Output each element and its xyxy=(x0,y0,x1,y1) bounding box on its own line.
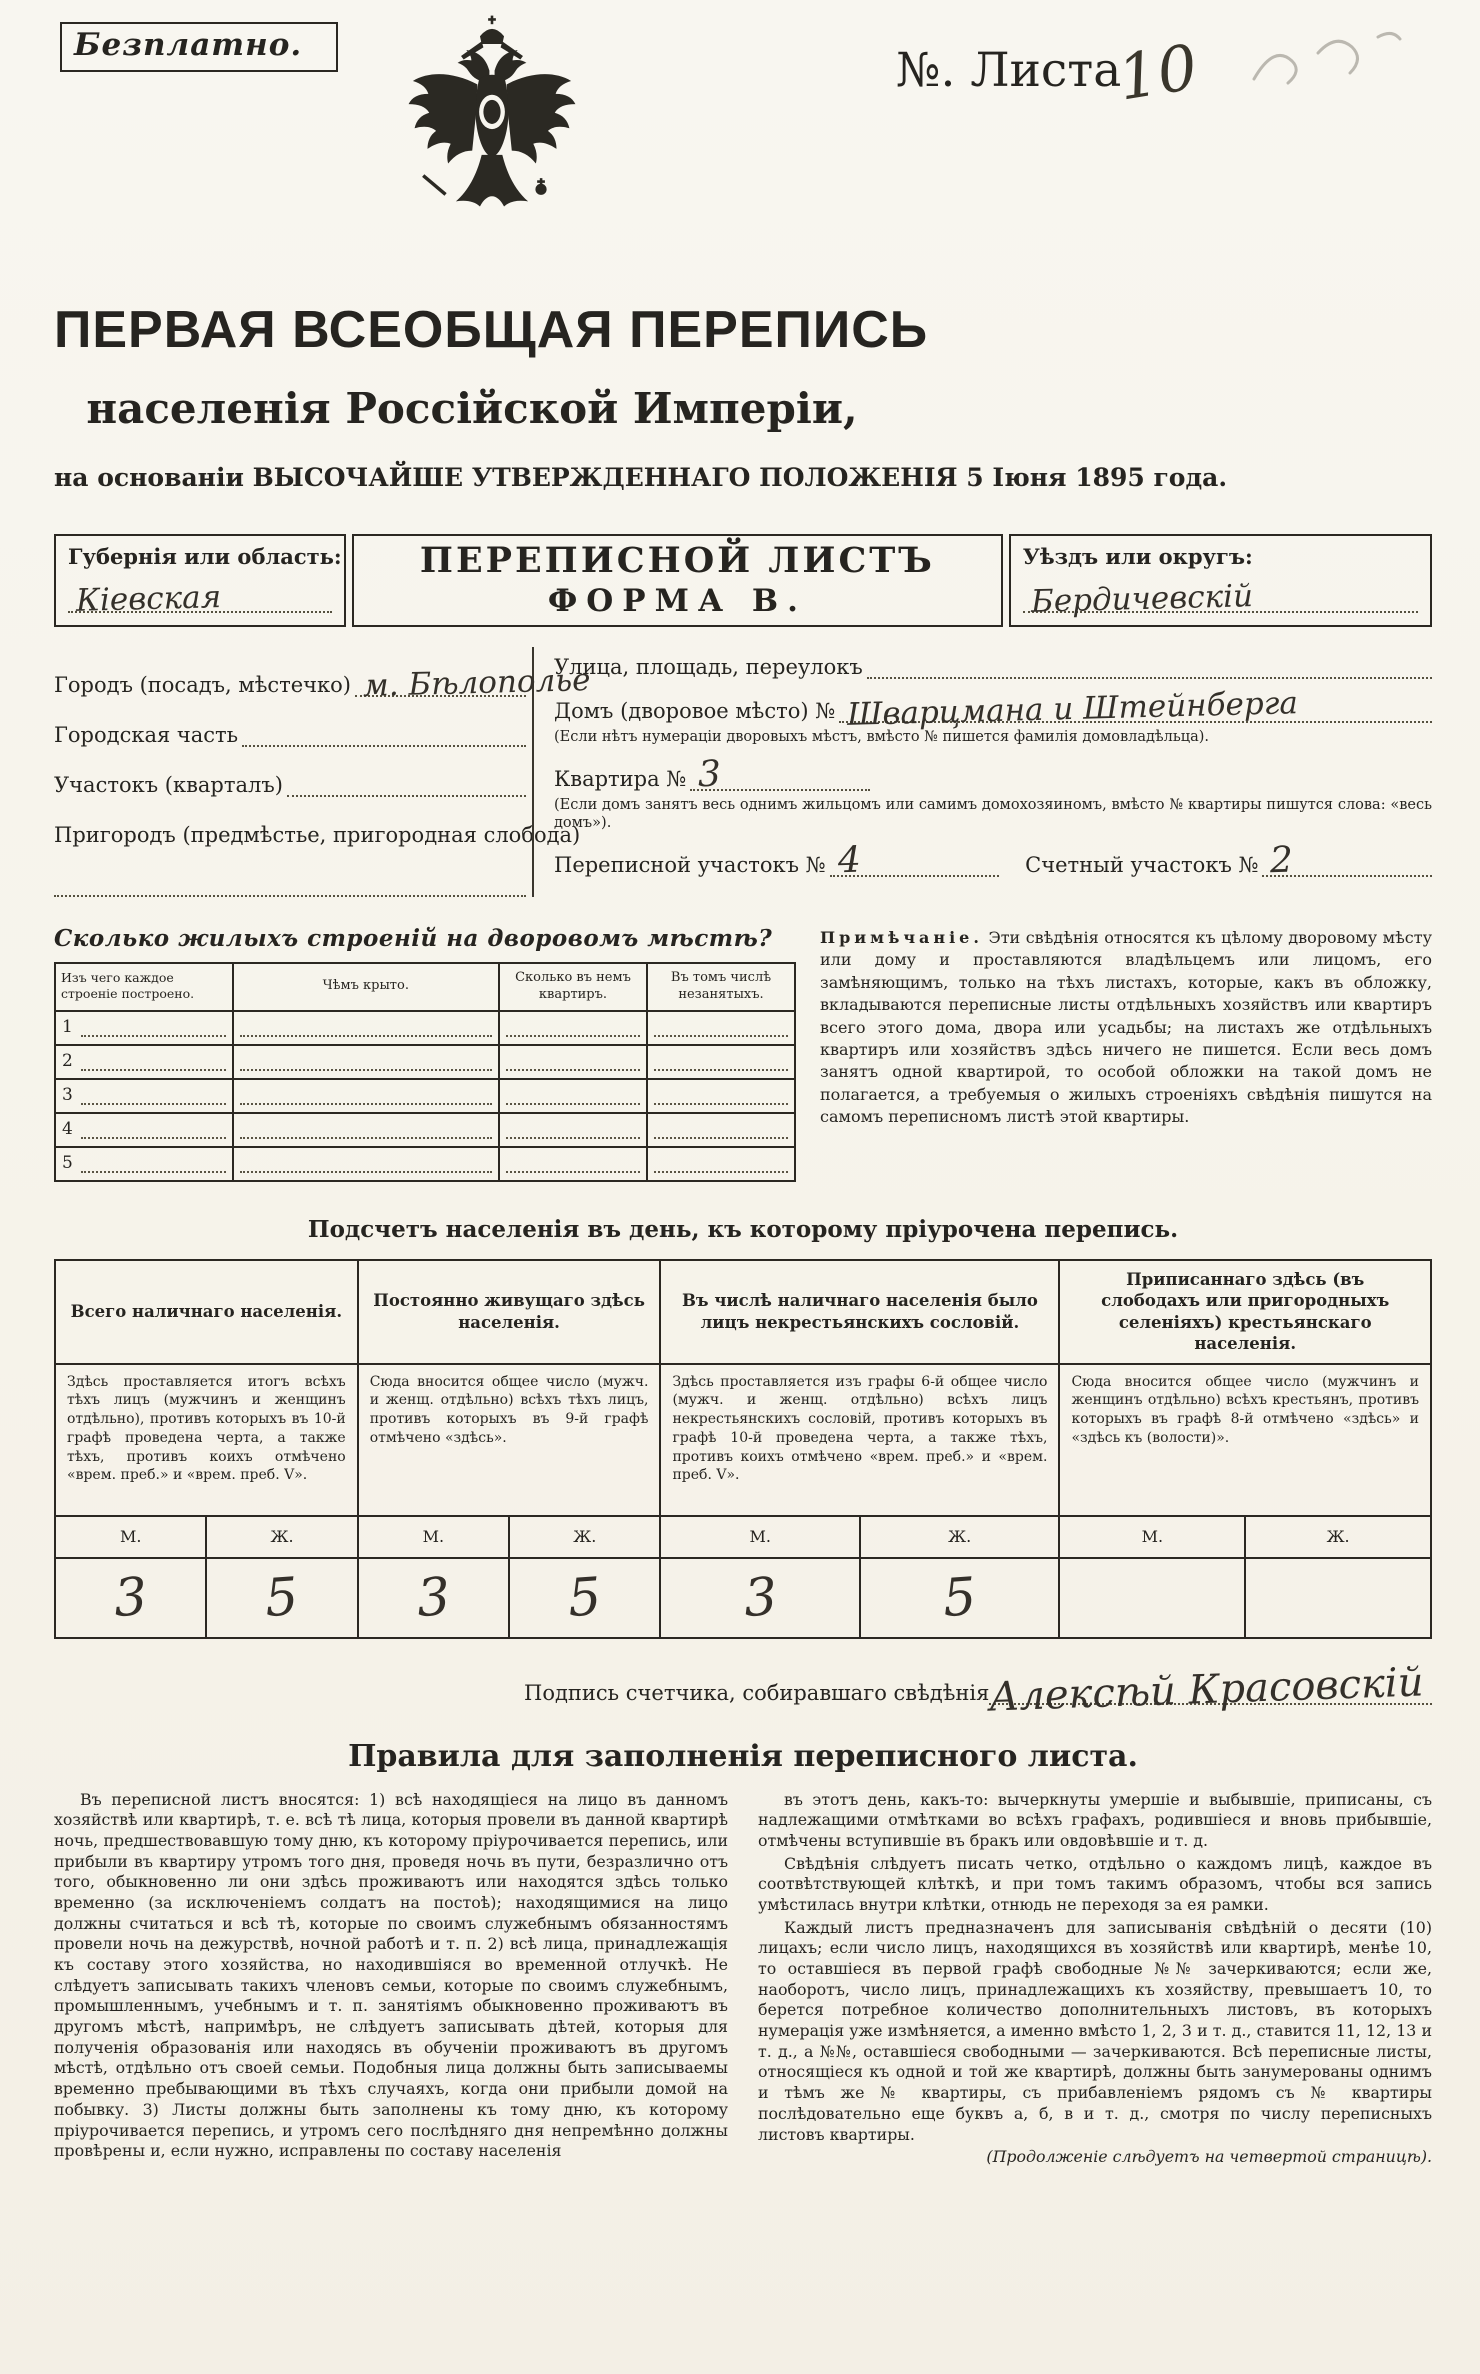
rules-continuation-note: (Продолженіе слѣдуетъ на четвертой страницѣ). xyxy=(986,2147,1432,2167)
write-line xyxy=(240,1125,492,1139)
rules-right-paragraph: въ этотъ день, какъ-то: вычеркнуты умершіе и выбывшіе, приписаны, съ надлежащими отмѣтками во всѣхъ графахъ, родившіеся и вновь прибывшіе, отмѣчены вступившіе въ бракъ или овдовѣвшіе и т. д. xyxy=(758,1789,1432,1850)
rules-section xyxy=(54,1790,1432,2168)
house-write-line xyxy=(839,685,1432,733)
street-label: Улица, площадь, переулокъ xyxy=(554,655,863,679)
apartment-field xyxy=(554,753,1432,795)
note-body: Эти свѣдѣнія относятся къ цѣлому дворовому мѣсту или дому и проставляются владѣльцемъ или лицомъ, его замѣняющимъ, только на тѣхъ листахъ, которые, какъ въ обложку, вкладываются переписные листы отдѣльныхъ хозяйствъ или квартиръ всего этого дома, двора или усадьбы; на листахъ же отдѣльныхъ квартиръ или хозяйствъ здѣсь ничего не пишется. Если весь домъ занятъ одной квартирой, то особой обложки на такой домъ не полагается, а требуемыя о жилыхъ строеніяхъ свѣдѣнія пишутся на самомъ переписномъ листѣ этой квартиры. xyxy=(820,928,1432,1127)
census-precinct-write-line xyxy=(830,839,1000,881)
buildings-col-apartments: Сколько въ немъ квартиръ. xyxy=(499,963,647,1011)
count-precinct-write-line xyxy=(1262,839,1432,881)
count-group-desc: Сюда вносится общее число (мужч. и женщ. отдѣльно) всѣхъ тѣхъ лицъ, противъ которыхъ въ 9-й графѣ отмѣчено «здѣсь». xyxy=(358,1364,661,1516)
province-label: Губернія или область: xyxy=(68,544,342,569)
precincts-field xyxy=(554,839,1432,881)
count-value-male: 3 xyxy=(112,1566,150,1629)
write-line xyxy=(81,1125,226,1139)
write-line xyxy=(506,1023,640,1037)
note-text xyxy=(820,927,1432,1129)
count-values-row xyxy=(55,1558,1431,1638)
address-fields xyxy=(54,647,1432,897)
masthead xyxy=(54,300,1228,492)
count-value-male: 3 xyxy=(741,1566,779,1629)
row-number: 3 xyxy=(62,1084,73,1105)
province-write-line xyxy=(68,569,332,619)
buildings-table xyxy=(54,962,796,1182)
buildings-col-material: Изъ чего каждое строеніе построено. xyxy=(55,963,233,1011)
precinct-write-line xyxy=(287,769,526,797)
city-field xyxy=(54,662,591,704)
city-label: Городъ (посадъ, мѣстечко) xyxy=(54,673,352,697)
street-field xyxy=(554,651,1432,679)
signature-label: Подпись счетчика, собиравшаго свѣдѣнія xyxy=(524,1680,990,1705)
rules-right-paragraph: Свѣдѣнія слѣдуетъ писать четко, отдѣльно о каждомъ лицѣ, каждое въ соотвѣтствующей клѣткѣ, и при томъ такимъ образомъ, чтобы вся запись умѣстилась внутри клѣтки, отнюдь не переходя за ея рамки. xyxy=(758,1853,1432,1914)
row-number: 5 xyxy=(62,1152,73,1173)
form-title-line1: ПЕРЕПИСНОЙ ЛИСТЪ xyxy=(419,540,935,581)
region-header-row xyxy=(54,534,1432,627)
count-value-female: 5 xyxy=(941,1566,979,1629)
write-line xyxy=(240,1091,492,1105)
district-label: Уѣздъ или округъ: xyxy=(1022,544,1253,569)
write-line xyxy=(654,1057,788,1071)
buildings-row xyxy=(55,1011,795,1045)
rules-left-text: Въ переписной листъ вносятся: 1) всѣ находящіеся на лицо въ данномъ хозяйствѣ или квартирѣ, т. е. всѣ тѣ лица, которыя провели въ данной квартирѣ ночь, предшествовавшую тому дню, къ которому пріурочивается перепись, или прибыли въ квартиру утромъ того дня, проведя ночь въ пути, безразлично отъ того, обыкновенно ли они здѣсь проживаютъ или находятся здѣсь только временно (за исключеніемъ солдатъ на постоѣ); находящимися на лицо должны считаться и всѣ тѣ, которые по своимъ служебнымъ обязанностямъ провели ночь на дежурствѣ, ночной работѣ и т. п. 2) всѣ лица, принадлежащія къ составу этого хозяйства, но находившіяся во временной отлучкѣ. Не слѣдуетъ записывать такихъ членовъ семьи, которые по своимъ служебнымъ, промышленнымъ, учебнымъ и т. п. занятіямъ обыкновенно проживаютъ въ другомъ мѣстѣ, напримѣръ, не слѣдуетъ записывать дѣтей, которыя для полученія образованія или находясь въ обученіи проживаютъ въ другомъ мѣстѣ, отдѣльно отъ своей семьи. Подобныя лица должны быть записываемы временно пребывающими въ тѣхъ случаяхъ, когда они прибыли домой на побывку. 3) Листы должны быть заполнены къ тому дню, къ которому пріурочивается перепись, и утромъ сего послѣдняго дня непремѣнно должны провѣрены и, если нужно, исправлены по составу населенія xyxy=(54,1789,728,2161)
write-line xyxy=(506,1091,640,1105)
address-fields-right xyxy=(532,647,1432,897)
suburb-extra-line xyxy=(54,869,526,897)
count-group-desc: Здѣсь проставляется изъ графы 6-й общее число (мужч. и женщ. отдѣльно) всѣхъ лицъ некрестьянскихъ сословій, противъ которыхъ въ графѣ 10-й проведена черта, а также тѣхъ, противъ коихъ отмѣчено «врем. преб.» и «врем. преб. V». xyxy=(660,1364,1059,1516)
write-line xyxy=(81,1091,226,1105)
buildings-table-block xyxy=(54,925,796,1182)
form-title-box xyxy=(352,534,1003,627)
count-desc-row xyxy=(55,1364,1431,1516)
count-table-title: Подсчетъ населенія въ день, къ которому пріурочена перепись. xyxy=(307,1215,1179,1243)
sheet-number xyxy=(896,28,1203,115)
apartment-value: 3 xyxy=(697,753,722,795)
province-value: Кіевская xyxy=(75,579,222,619)
province-box xyxy=(54,534,346,627)
house-field xyxy=(554,685,1432,733)
city-part-label: Городская часть xyxy=(54,723,239,747)
count-value-male: 3 xyxy=(414,1566,452,1629)
city-value: м. Бѣлополье xyxy=(362,662,591,704)
district-write-line xyxy=(1023,569,1418,620)
write-line xyxy=(81,1159,226,1173)
male-column-label: М. xyxy=(660,1516,860,1558)
district-box xyxy=(1009,534,1432,627)
row-number: 2 xyxy=(62,1050,73,1071)
census-precinct-label: Переписной участокъ № xyxy=(554,852,826,877)
suburb-extra-write-line xyxy=(54,869,526,897)
buildings-row xyxy=(55,1147,795,1181)
count-group-header: Въ числѣ наличнаго населенія было лицъ некрестьянскихъ сословій. xyxy=(660,1260,1059,1364)
write-line xyxy=(81,1023,226,1037)
write-line xyxy=(81,1057,226,1071)
census-precinct-value: 4 xyxy=(836,839,861,881)
row-number: 4 xyxy=(62,1118,73,1139)
count-group-desc: Сюда вносится общее число (мужчинъ и женщинъ отдѣльно) всѣхъ крестьянъ, противъ которыхъ въ графѣ 8-й отмѣчено «здѣсь» и «здѣсь къ (волости)». xyxy=(1059,1364,1431,1516)
district-value: Бердичевскій xyxy=(1030,578,1254,620)
buildings-section xyxy=(54,925,1432,1182)
precinct-label: Участокъ (кварталъ) xyxy=(54,773,283,797)
signature-value: Алексѣй Красовскій xyxy=(988,1658,1425,1721)
rules-right-paragraph: Каждый листъ предназначенъ для записыванія свѣдѣній о десяти (10) лицахъ; если число лицъ, находящихся въ хозяйствѣ или квартирѣ, менѣе 10, то оставшіеся въ первой графѣ свободные №№ зачеркиваются; если же, наоборотъ, число лицъ, принадлежащихъ къ хозяйству, превышаетъ 10, то берется потребное количество дополнительныхъ листовъ, въ которыхъ нумерація уже измѣняется, а именно вмѣсто 1, 2, 3 и т. д., ставится 11, 12, 13 и т. д., а №№, оставшіеся свободными — зачеркиваются. Всѣ переписные листы, относящіеся къ одной и той же квартирѣ, должны быть занумерованы однимъ и тѣмъ же № квартиры, съ прибавленіемъ рядомъ съ № квартиры послѣдовательно еще буквъ а, б, в и т. д., смотря по числу переписныхъ листовъ квартиры. xyxy=(758,1917,1432,2144)
apartment-note: (Если домъ занятъ весь однимъ жильцомъ или самимъ домохозяиномъ, вмѣсто № квартиры пишутся слова: «весь домъ»). xyxy=(554,796,1432,832)
count-precinct-value: 2 xyxy=(1269,839,1294,881)
apartment-write-line xyxy=(690,753,870,795)
suburb-field xyxy=(54,819,581,847)
male-column-label: М. xyxy=(1059,1516,1245,1558)
legal-basis-line: на основаніи ВЫСОЧАЙШЕ УТВЕРЖДЕННАГО ПОЛОЖЕНІЯ 5 Іюня 1895 года. xyxy=(54,463,1228,492)
note-block xyxy=(796,925,1432,1182)
buildings-col-roof: Чѣмъ крыто. xyxy=(233,963,499,1011)
female-column-label: Ж. xyxy=(509,1516,660,1558)
write-line xyxy=(654,1159,788,1173)
write-line xyxy=(506,1057,640,1071)
rules-right-column xyxy=(758,1790,1432,2168)
imperial-eagle-emblem xyxy=(406,14,578,262)
city-part-field xyxy=(54,719,526,747)
count-group-header: Всего наличнаго населенія. xyxy=(55,1260,358,1364)
free-of-charge-label: Безплатно. xyxy=(60,22,338,72)
house-value: Шварцмана и Штейнберга xyxy=(846,685,1299,733)
write-line xyxy=(506,1159,640,1173)
street-write-line xyxy=(867,651,1432,679)
female-column-label: Ж. xyxy=(860,1516,1060,1558)
write-line xyxy=(654,1023,788,1037)
note-title: Примѣчаніе. xyxy=(820,928,983,947)
city-write-line xyxy=(355,662,591,704)
page-top-row xyxy=(54,14,1432,266)
buildings-row xyxy=(55,1079,795,1113)
buildings-row xyxy=(55,1045,795,1079)
count-group-header: Приписаннаго здѣсь (въ слободахъ или пригородныхъ селеніяхъ) крестьянскаго населенія. xyxy=(1059,1260,1431,1364)
house-note: (Если нѣтъ нумераціи дворовыхъ мѣстъ, вмѣсто № пишется фамилія домовладѣльца). xyxy=(554,729,1210,745)
form-title-line2: ФОРМА В. xyxy=(547,583,807,619)
buildings-col-vacant: Въ томъ числѣ незанятыхъ. xyxy=(647,963,795,1011)
buildings-row xyxy=(55,1113,795,1147)
count-group-desc: Здѣсь проставляется итогъ всѣхъ тѣхъ лицъ (мужчинъ и женщинъ отдѣльно), противъ которыхъ въ 10-й графѣ проведена черта, а также тѣхъ, противъ коихъ отмѣчено «врем. преб.» и «врем. преб. V». xyxy=(55,1364,358,1516)
address-fields-left xyxy=(54,647,591,897)
sheet-number-label: №. Листа xyxy=(896,43,1122,98)
male-column-label: М. xyxy=(358,1516,509,1558)
write-line xyxy=(654,1091,788,1105)
count-precinct-label: Счетный участокъ № xyxy=(1025,852,1259,877)
buildings-header-row xyxy=(55,963,795,1011)
male-column-label: М. xyxy=(55,1516,206,1558)
count-mf-row xyxy=(55,1516,1431,1558)
write-line xyxy=(240,1159,492,1173)
apartment-label: Квартира № xyxy=(554,766,687,791)
write-line xyxy=(506,1125,640,1139)
count-header-row xyxy=(55,1260,1431,1364)
house-label: Домъ (дворовое мѣсто) № xyxy=(554,699,836,723)
female-column-label: Ж. xyxy=(206,1516,357,1558)
city-part-write-line xyxy=(242,719,526,747)
rules-title: Правила для заполненія переписного листа. xyxy=(348,1738,1138,1774)
buildings-question: Сколько жилыхъ строеній на дворовомъ мѣстѣ? xyxy=(54,925,773,952)
sheet-number-value: 10 xyxy=(1113,30,1203,115)
pencil-scribble xyxy=(1244,24,1414,108)
count-group-header: Постоянно живущаго здѣсь населенія. xyxy=(358,1260,661,1364)
count-value-female: 5 xyxy=(566,1566,604,1629)
write-line xyxy=(654,1125,788,1139)
suburb-label: Пригородъ (предмѣстье, пригородная слобода) xyxy=(54,823,581,847)
write-line xyxy=(240,1057,492,1071)
signature-write-line xyxy=(988,1658,1432,1721)
female-column-label: Ж. xyxy=(1245,1516,1431,1558)
page-subtitle: населенія Россійской Имперіи, xyxy=(86,384,858,433)
count-value-female: 5 xyxy=(263,1566,301,1629)
enumerator-signature-row xyxy=(54,1658,1432,1721)
write-line xyxy=(240,1023,492,1037)
page-title: ПЕРВАЯ ВСЕОБЩАЯ ПЕРЕПИСЬ xyxy=(54,301,929,359)
rules-left-column xyxy=(54,1790,728,2168)
row-number: 1 xyxy=(62,1016,73,1037)
precinct-field xyxy=(54,769,526,797)
population-count-table xyxy=(54,1259,1432,1639)
